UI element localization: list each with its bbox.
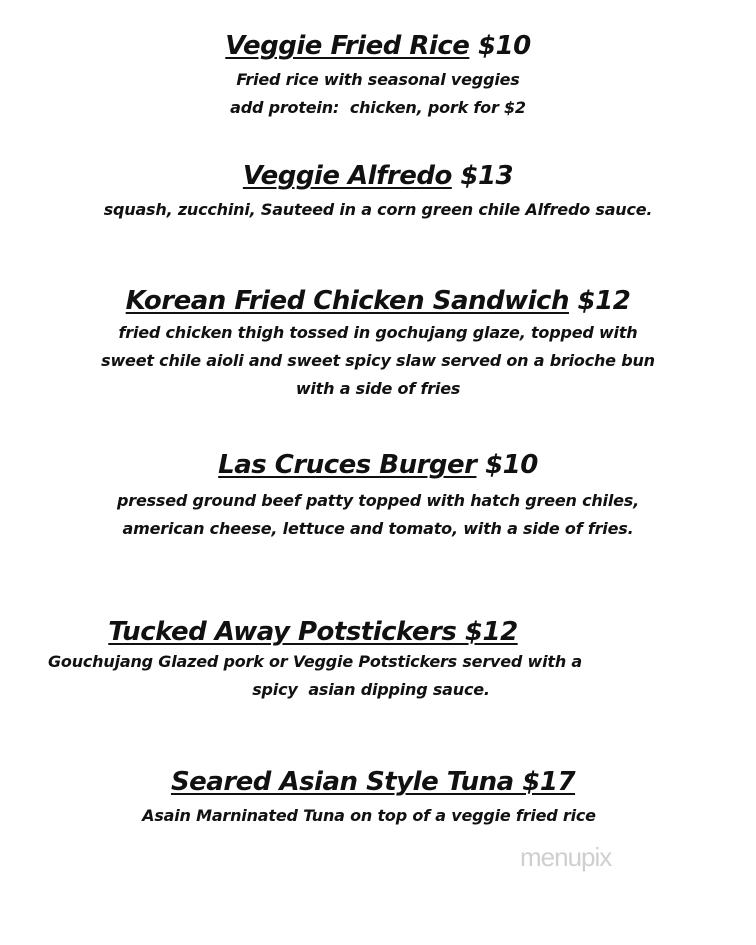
menu-item-title [0,616,756,648]
menu-item-veggie-fried-rice [0,30,756,122]
menu-item-title [0,30,756,62]
menu-item-name: Veggie Fried Rice [225,31,470,61]
menu-item-title [0,766,756,798]
menu-item-price: $13 [460,161,514,191]
menu-item-price: $12 [577,286,631,316]
menu-item-title [0,449,756,481]
menu-item-name: Las Cruces Burger [218,450,477,480]
menu-item-description-line: spicy asian dipping sauce. [252,680,490,699]
menupix-watermark-logo: menupix [520,842,612,872]
menu-item-description-line: add protein: chicken, pork for $2 [230,98,526,117]
menu-item-name: Korean Fried Chicken Sandwich [125,286,569,316]
menu-item-description-line: fried chicken thigh tossed in gochujang glaze, topped with [118,323,638,342]
menu-item-las-cruces-burger [0,449,756,543]
menu-item-description-line: Gouchujang Glazed pork or Veggie Potstickers served with a [47,652,583,671]
menu-item-description-line: Fried rice with seasonal veggies [236,70,520,89]
menu-item-name: Seared Asian Style Tuna $17 [170,767,576,797]
menu-item-price: $10 [477,31,531,61]
menu-item-name: Tucked Away Potstickers $12 [108,617,518,647]
menu-item-name: Veggie Alfredo [242,161,452,191]
menu-item-description-line: sweet chile aioli and sweet spicy slaw served on a brioche bun [101,351,655,370]
menu-item-price: $10 [485,450,538,480]
menu-item-tucked-away-potstickers [0,616,756,704]
menu-item-veggie-alfredo [0,160,756,224]
menu-item-title [0,160,756,192]
menu-item-title [0,285,756,317]
menu-item-description-line: pressed ground beef patty topped with hatch green chiles, [117,491,639,510]
menu-item-description-line: american cheese, lettuce and tomato, with a side of fries. [122,519,634,538]
menu-item-korean-fried-chicken-sandwich [0,285,756,403]
menu-item-description-line: Asain Marninated Tuna on top of a veggie fried rice [142,806,596,825]
menu-item-description-line: squash, zucchini, Sauteed in a corn green chile Alfredo sauce. [103,200,653,219]
menu-item-seared-asian-style-tuna [0,766,756,830]
menu-item-description-line: with a side of fries [295,379,461,398]
